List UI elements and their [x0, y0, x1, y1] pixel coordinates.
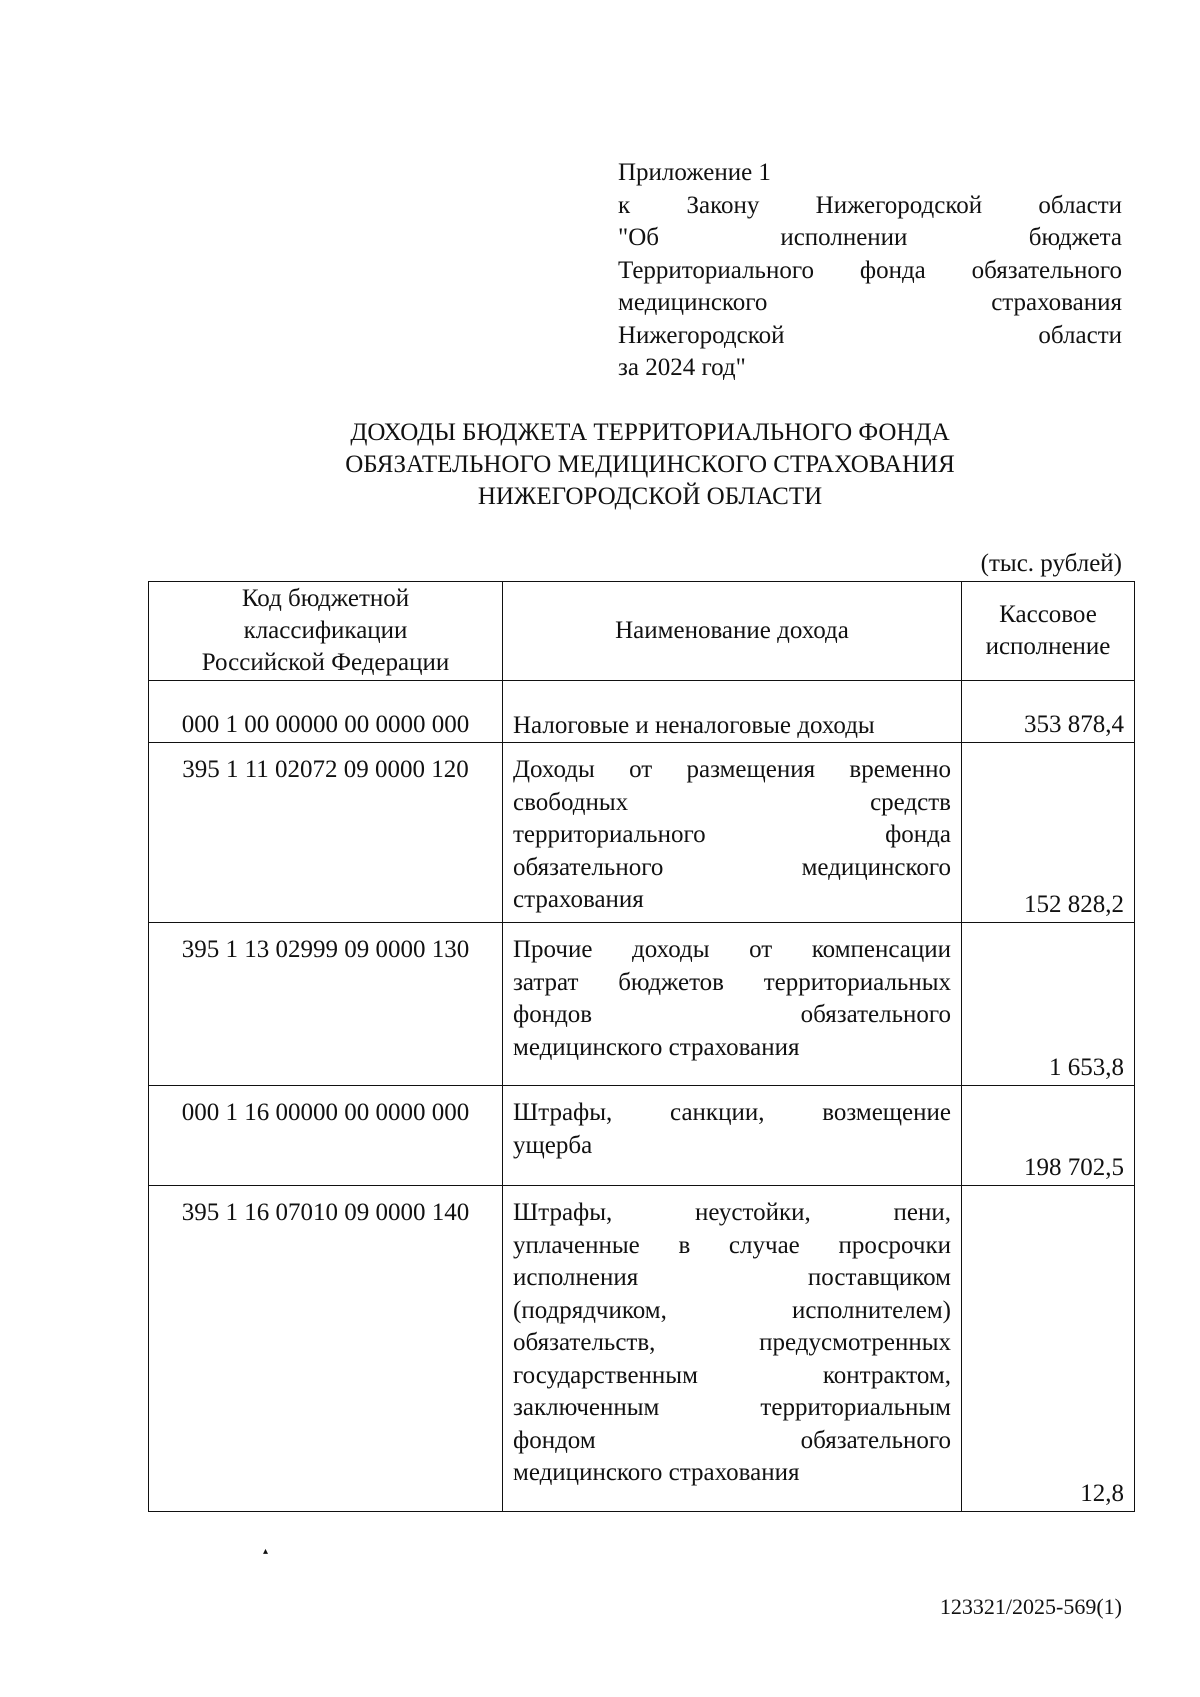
row-code: 395 1 16 07010 09 0000 140 — [149, 1186, 503, 1512]
row-code: 000 1 00 00000 00 0000 000 — [149, 681, 503, 743]
appendix-note — [618, 157, 1122, 385]
document-number: 123321/2025-569(1) — [939, 1594, 1122, 1619]
document-title — [200, 417, 1100, 513]
row-name: Штрафы, неустойки, пени, уплаченные в случае просрочки исполнения поставщиком (подрядчиком, исполнителем) обязательств, предусмотренных государственным контрактом, заключенным территориальным фондом обязательного медицинского страхования — [503, 1186, 962, 1512]
title-line: ОБЯЗАТЕЛЬНОГО МЕДИЦИНСКОГО СТРАХОВАНИЯ — [345, 451, 955, 478]
row-name: Налоговые и неналоговые доходы — [503, 681, 962, 743]
header-code: Код бюджетной классификации Российской Федерации — [149, 582, 503, 681]
table-row — [149, 1186, 1135, 1512]
row-sum: 1 653,8 — [962, 923, 1135, 1086]
row-code: 000 1 16 00000 00 0000 000 — [149, 1086, 503, 1186]
header-sum: Кассовое исполнение — [962, 582, 1135, 681]
title-line: ДОХОДЫ БЮДЖЕТА ТЕРРИТОРИАЛЬНОГО ФОНДА — [350, 419, 950, 446]
row-sum: 198 702,5 — [962, 1086, 1135, 1186]
appendix-line: Приложение 1 — [618, 159, 771, 186]
units-label: (тыс. рублей) — [980, 550, 1122, 577]
row-code: 395 1 11 02072 09 0000 120 — [149, 743, 503, 923]
appendix-line: к Закону Нижегородской области — [618, 191, 1122, 219]
row-code: 395 1 13 02999 09 0000 130 — [149, 923, 503, 1086]
appendix-line: "Об исполнении бюджета — [618, 224, 1122, 251]
table-row — [149, 743, 1135, 923]
row-name: Штрафы, санкции, возмещение ущерба — [503, 1086, 962, 1186]
appendix-line: за 2024 год" — [618, 354, 746, 381]
row-sum: 12,8 — [962, 1186, 1135, 1512]
header-name: Наименование дохода — [503, 582, 962, 681]
table-header-row — [149, 582, 1135, 681]
row-name: Доходы от размещения временно свободных средств территориального фонда обязательного медицинского страхования — [503, 743, 962, 923]
appendix-line: медицинского страхования — [618, 289, 1122, 316]
row-name: Прочие доходы от компенсации затрат бюджетов территориальных фондов обязательного медицинского страхования — [503, 923, 962, 1086]
scan-speck: ▴ — [263, 1546, 269, 1557]
table-row — [149, 681, 1135, 743]
row-sum: 152 828,2 — [962, 743, 1135, 923]
table-row — [149, 1086, 1135, 1186]
income-table — [148, 581, 1135, 1512]
appendix-line: Нижегородской области — [618, 321, 1122, 349]
title-line: НИЖЕГОРОДСКОЙ ОБЛАСТИ — [477, 483, 823, 510]
table-row — [149, 923, 1135, 1086]
row-sum: 353 878,4 — [962, 681, 1135, 743]
appendix-line: Территориального фонда обязательного — [618, 256, 1122, 284]
